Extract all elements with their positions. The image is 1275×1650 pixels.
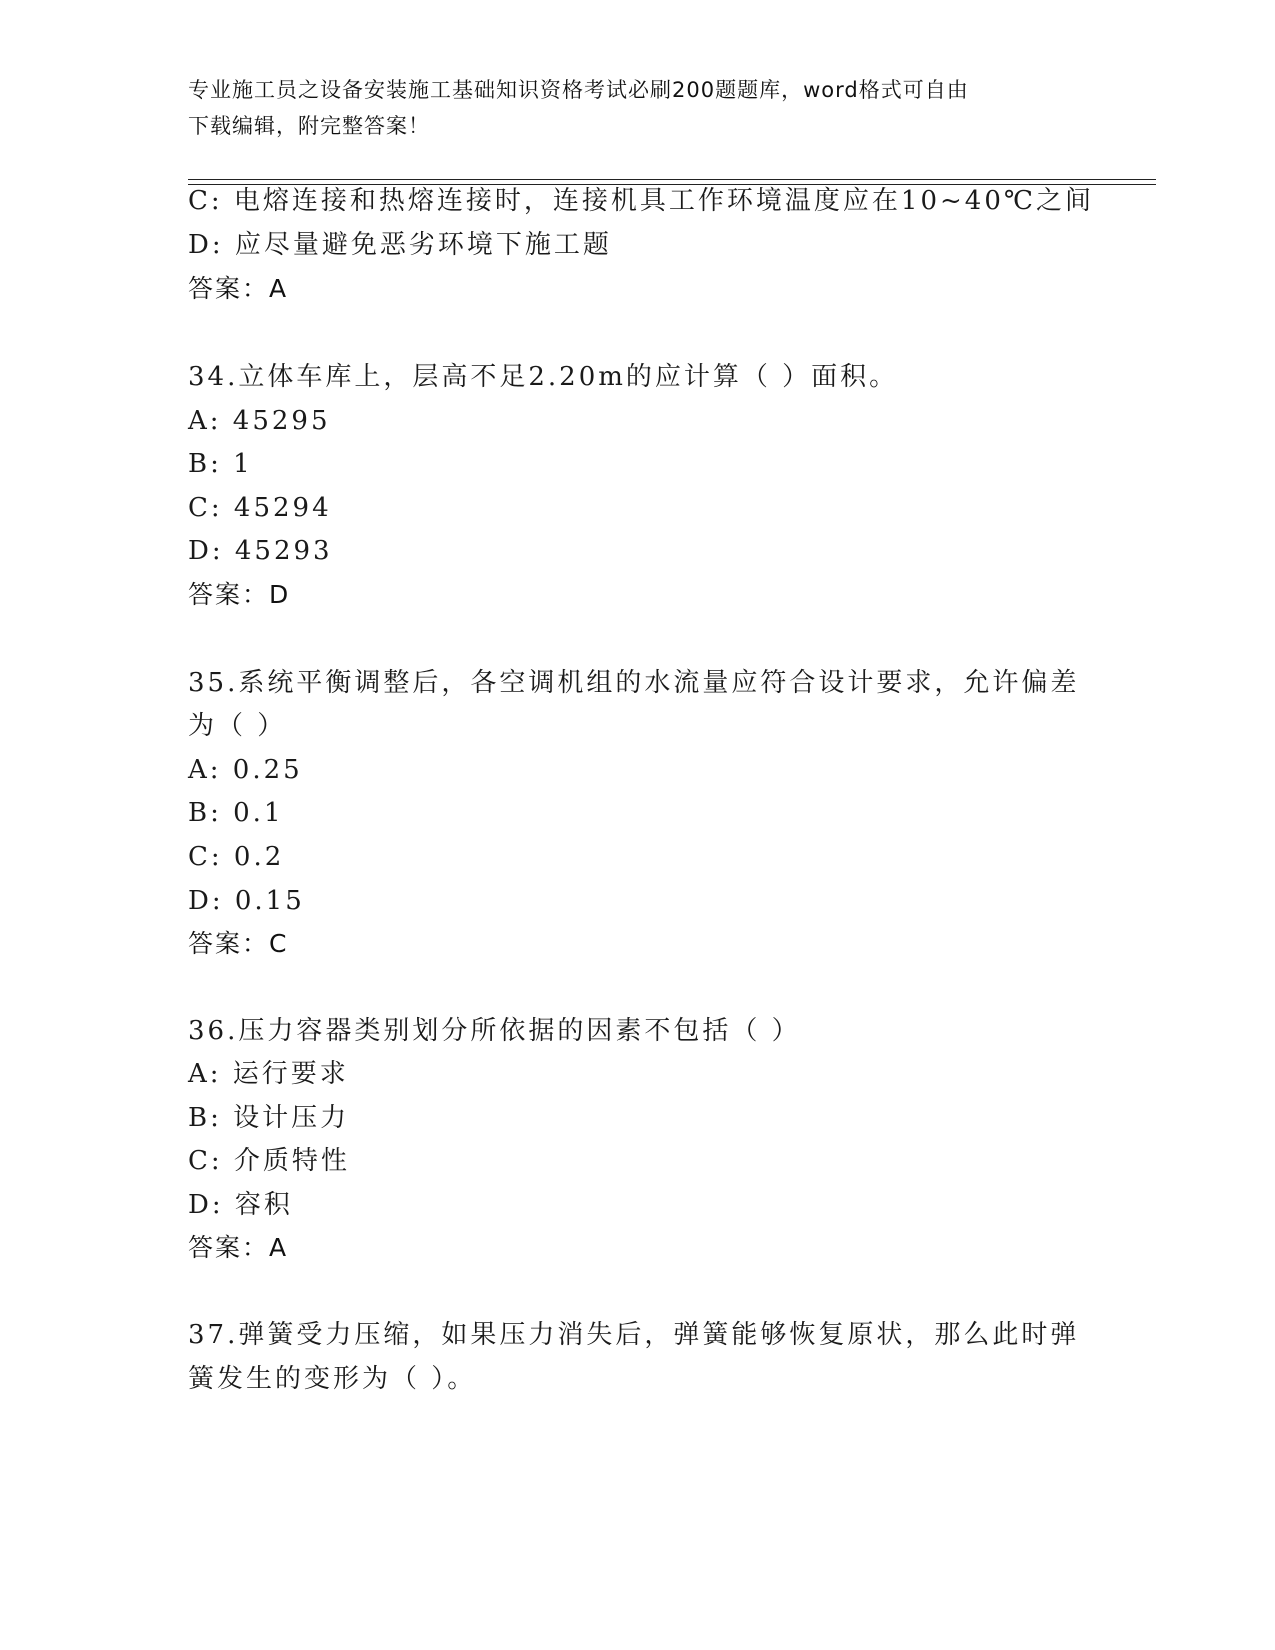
prev-question-answer: 答案：A (188, 274, 289, 303)
question-36-option-b: B: 设计压力 (188, 1103, 350, 1133)
question-35-option-a: A: 0.25 (188, 755, 303, 785)
question-34-answer: 答案：D (188, 580, 291, 609)
question-34-option-c: C: 45294 (188, 493, 332, 523)
prev-question-option-d: D: 应尽量避免恶劣环境下施工题 (188, 230, 612, 260)
question-35-option-d: D: 0.15 (188, 886, 305, 916)
question-37-stem-line-2: 簧发生的变形为（ ）。 (188, 1364, 477, 1394)
question-34-option-b: B: 1 (188, 449, 253, 479)
question-35-answer: 答案：C (188, 929, 289, 958)
header-title-line-1: 专业施工员之设备安装施工基础知识资格考试必刷200题题库，word格式可自由 (188, 78, 969, 102)
question-36-answer: 答案：A (188, 1233, 289, 1262)
question-35-option-b: B: 0.1 (188, 798, 284, 828)
question-34-option-a: A: 45295 (188, 406, 331, 436)
document-header (188, 72, 1088, 144)
question-36-option-a: A: 运行要求 (188, 1059, 349, 1089)
question-36-option-c: C: 介质特性 (188, 1146, 350, 1176)
question-34-option-d: D: 45293 (188, 536, 333, 566)
prev-question-option-c: C: 电熔连接和热熔连接时，连接机具工作环境温度应在10~40℃之间 (188, 186, 1094, 216)
question-34-stem: 34.立体车库上，层高不足2.20m的应计算（ ）面积。 (188, 362, 899, 392)
question-36-stem: 36.压力容器类别划分所依据的因素不包括（ ） (188, 1016, 801, 1046)
header-title-line-2: 下载编辑，附完整答案！ (188, 114, 430, 138)
question-35-stem-line-1: 35.系统平衡调整后，各空调机组的水流量应符合设计要求，允许偏差 (188, 668, 1080, 698)
question-36-option-d: D: 容积 (188, 1190, 293, 1220)
question-35-stem-line-2: 为（ ） (188, 711, 287, 741)
question-37-stem-line-1: 37.弹簧受力压缩，如果压力消失后，弹簧能够恢复原状，那么此时弹 (188, 1320, 1080, 1350)
question-35-option-c: C: 0.2 (188, 842, 285, 872)
